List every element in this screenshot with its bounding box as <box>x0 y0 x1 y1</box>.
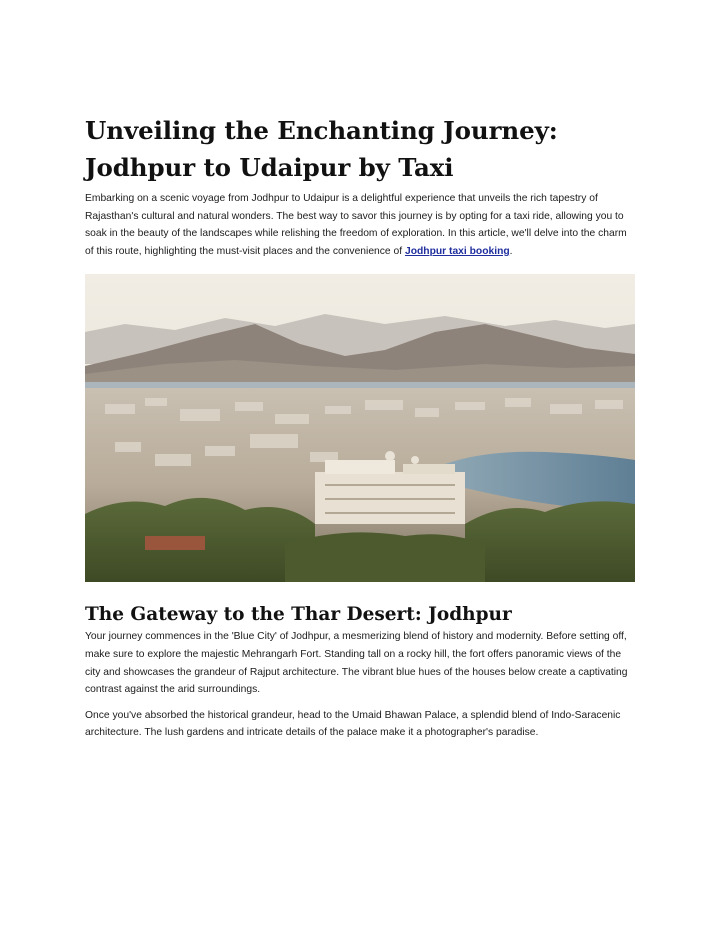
section-heading-jodhpur: The Gateway to the Thar Desert: Jodhpur <box>85 604 512 626</box>
title-line-1: Unveiling the Enchanting Journey: <box>85 116 558 145</box>
article-title <box>85 112 635 186</box>
section1-paragraph-1: Your journey commences in the 'Blue City' of Jodhpur, a mesmerizing blend of history and modernity. Before setting off, make sure to explore the majestic Mehrangarh Fort. Standing tall on a rocky hill, the fort offers panoramic views of the city and showcases the grandeur of Rajput architecture. The vibrant blue hues of the houses below create a captivating contrast against the arid surroundings. <box>85 631 628 696</box>
intro-end: . <box>509 245 513 257</box>
intro-text: Embarking on a scenic voyage from Jodhpur to Udaipur is a delightful experience that unveils the rich tapestry of Rajasthan's cultural and natural wonders. The best way to savor this journey is by opting for a taxi ride, allowing you to soak in the beauty of the landscapes while relishing the freedom of exploration. In this article, we'll delve into the charm of this route, highlighting the must-visit places and the convenience of <box>85 193 627 257</box>
section1-paragraph-2: Once you've absorbed the historical grandeur, head to the Umaid Bhawan Palace, a splendid blend of Indo-Saracenic architecture. The lush gardens and intricate details of the palace make it a photographer's paradise. <box>85 709 621 739</box>
udaipur-city-lake-photo <box>85 274 635 582</box>
article <box>85 112 635 742</box>
title-line-2: Jodhpur to Udaipur by Taxi <box>85 153 454 182</box>
jodhpur-taxi-booking-link[interactable]: Jodhpur taxi booking <box>404 245 510 257</box>
intro-paragraph <box>85 190 635 260</box>
